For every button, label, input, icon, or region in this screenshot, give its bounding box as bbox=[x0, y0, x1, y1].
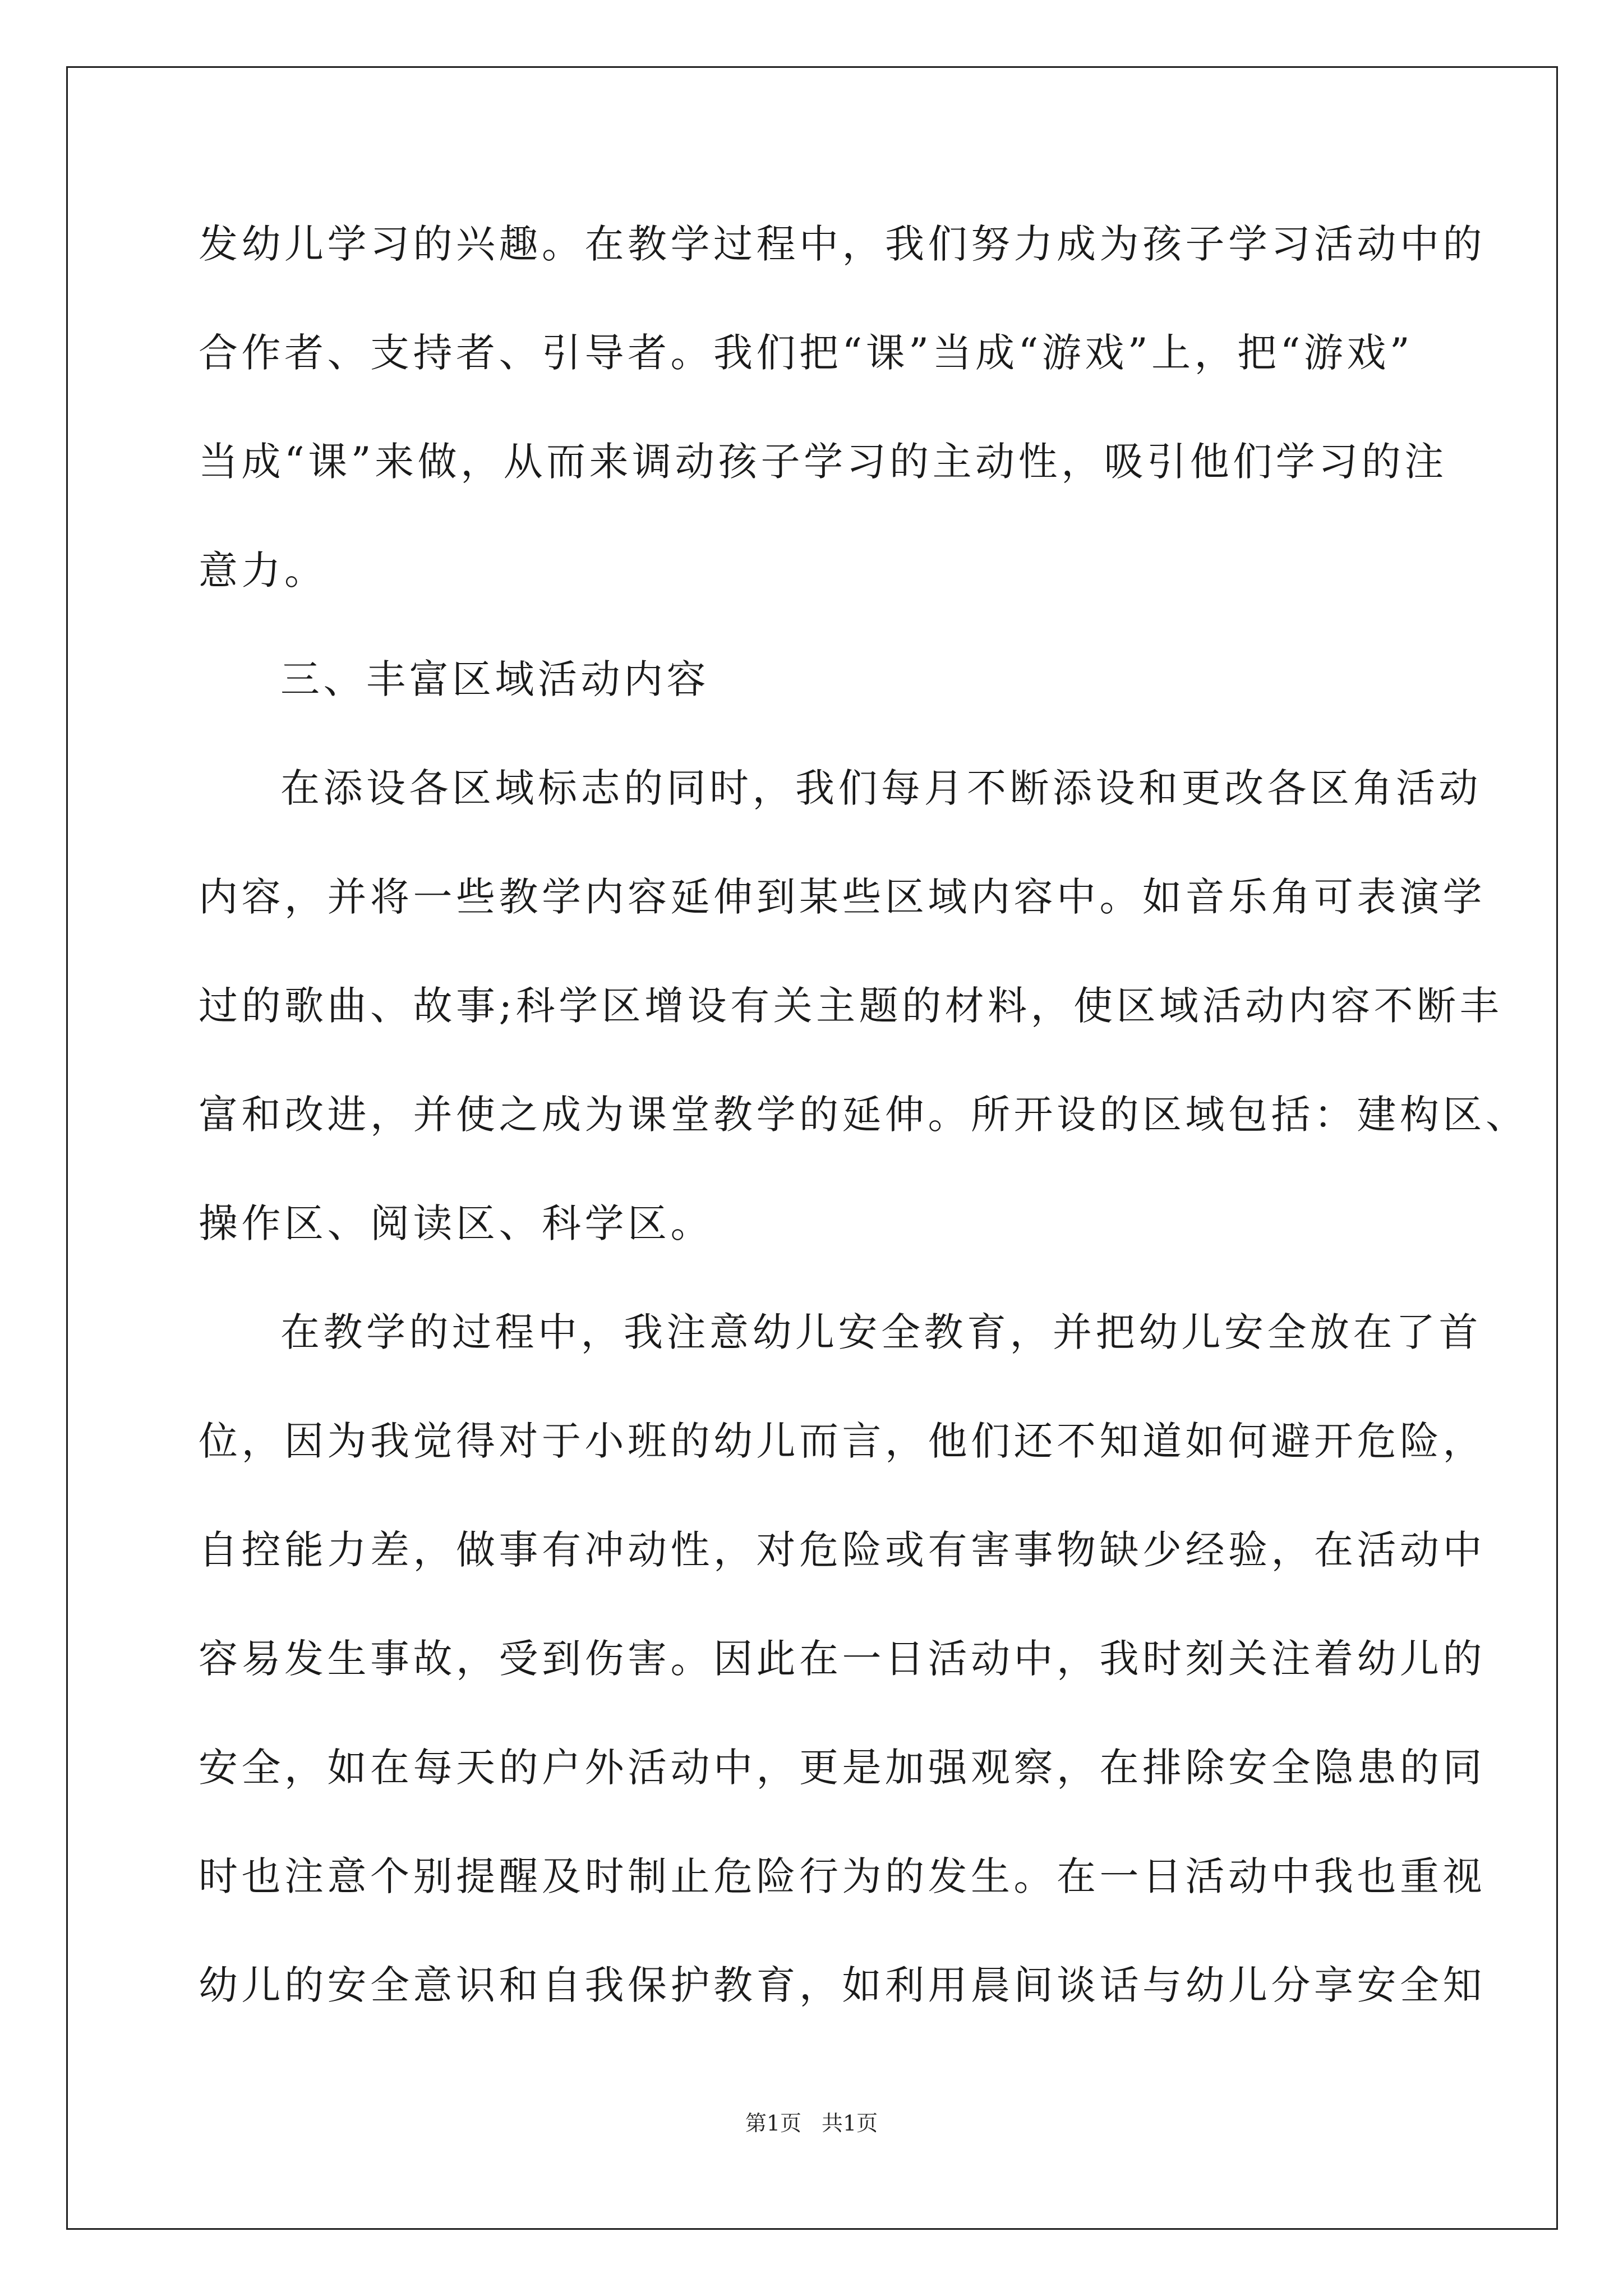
page-count: 共1页 bbox=[822, 2111, 878, 2136]
paragraph-line: 时也注意个别提醒及时制止危险行为的发生。在一日活动中我也重视 bbox=[199, 1853, 1486, 1899]
paragraph-line: 操作区、阅读区、科学区。 bbox=[199, 1200, 713, 1246]
paragraph-line: 安全，如在每天的户外活动中，更是加强观察，在排除安全隐患的同 bbox=[199, 1745, 1486, 1791]
page-footer bbox=[0, 2109, 1623, 2137]
paragraph-line: 容易发生事故，受到伤害。因此在一日活动中，我时刻关注着幼儿的 bbox=[199, 1636, 1486, 1682]
page-number: 第1页 bbox=[745, 2111, 801, 2136]
section-heading: 三、丰富区域活动内容 bbox=[280, 656, 709, 702]
paragraph-line: 自控能力差，做事有冲动性，对危险或有害事物缺少经验，在活动中 bbox=[199, 1527, 1486, 1573]
paragraph-line: 发幼儿学习的兴趣。在教学过程中，我们努力成为孩子学习活动中的 bbox=[199, 221, 1486, 267]
paragraph-line: 在添设各区域标志的同时，我们每月不断添设和更改各区角活动 bbox=[280, 765, 1482, 811]
paragraph-line: 位，因为我觉得对于小班的幼儿而言，他们还不知道如何避开危险， bbox=[199, 1418, 1486, 1464]
paragraph-line: 内容，并将一些教学内容延伸到某些区域内容中。如音乐角可表演学 bbox=[199, 874, 1486, 920]
paragraph-line: 在教学的过程中，我注意幼儿安全教育，并把幼儿安全放在了首 bbox=[280, 1309, 1482, 1355]
paragraph-line: 幼儿的安全意识和自我保护教育，如利用晨间谈话与幼儿分享安全知 bbox=[199, 1962, 1486, 2008]
paragraph-line: 当成“课”来做，从而来调动孩子学习的主动性，吸引他们学习的注 bbox=[199, 439, 1447, 485]
paragraph-line: 合作者、支持者、引导者。我们把“课”当成“游戏”上，把“游戏” bbox=[199, 330, 1414, 376]
paragraph-line: 意力。 bbox=[199, 547, 328, 593]
paragraph-line: 富和改进，并使之成为课堂教学的延伸。所开设的区域包括：建构区、 bbox=[199, 1092, 1529, 1138]
paragraph-line: 过的歌曲、故事;科学区增设有关主题的材料，使区域活动内容不断丰 bbox=[199, 983, 1503, 1029]
